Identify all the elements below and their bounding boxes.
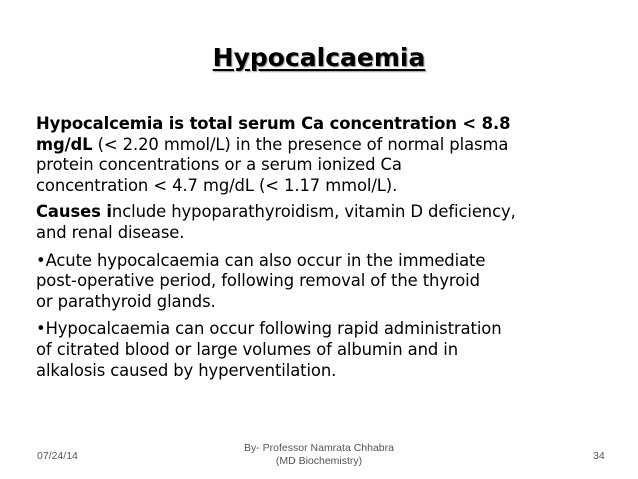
definition-line-1 [36,114,616,135]
acute-bullet [36,251,616,313]
definition-bold-unit: mg/dL [36,134,93,154]
slide-title: Hypocalcaemia [212,43,426,72]
footer-author [219,442,419,468]
causes-bold-text: Causes i [36,202,112,222]
definition-line-2-rest: (< 2.20 mmol/L) in the presence of normal plasma [92,134,509,154]
acute-line-3: or parathyroid glands. [36,291,216,311]
definition-bold-text: Hypocalcemia is total serum Ca concentration < 8.8 [36,114,511,133]
causes-paragraph [36,202,616,243]
acute-line-1: •Acute hypocalcaemia can also occur in the immediate [36,250,486,270]
slide-body [36,114,616,388]
footer-author-line-1: By- Professor Namrata Chhabra [244,442,394,454]
footer-page-number: 34 [593,450,605,462]
citrated-line-1: •Hypocalcaemia can occur following rapid administration [36,319,502,339]
citrated-line-2: of citrated blood or large volumes of albumin and in [36,339,459,359]
citrated-bullet [36,319,616,381]
definition-line-2 [36,135,616,156]
causes-line-1 [36,202,616,223]
causes-line-1-rest: nclude hypoparathyroidism, vitamin D deficiency, [111,202,516,222]
definition-line-4: concentration < 4.7 mg/dL (< 1.17 mmol/L). [36,175,398,195]
definition-line-3: protein concentrations or a serum ionized Ca [36,155,402,175]
acute-line-2: post-operative period, following removal of the thyroid [36,271,480,291]
definition-paragraph [36,114,616,196]
footer-date: 07/24/14 [37,450,78,462]
footer-author-line-2: (MD Biochemistry) [275,455,363,467]
citrated-line-3: alkalosis caused by hyperventilation. [36,360,337,380]
causes-line-2: and renal disease. [36,222,185,242]
